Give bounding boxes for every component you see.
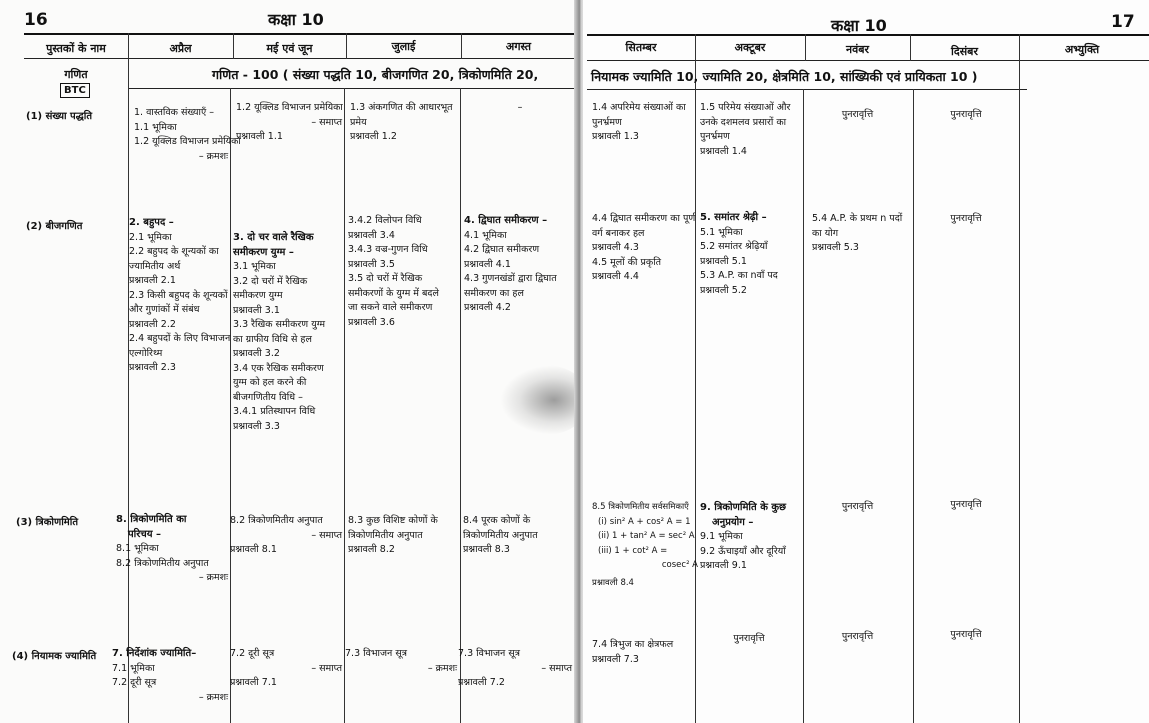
cell-line: 7. निर्देशांक ज्यामिति–: [112, 648, 197, 659]
cell-november-r3: [805, 500, 910, 515]
column-header-october: अक्टूबर: [734, 41, 766, 54]
cell-august-r2: [464, 214, 574, 316]
cell-line: त्रिकोणमितीय अनुपात: [348, 529, 423, 541]
cell-line: परिचय –: [128, 528, 161, 540]
cell-line: – क्रमशः: [198, 150, 228, 162]
cell-line: जा सकने वाले समीकरण: [348, 302, 433, 313]
cell-line: प्रश्नावली 1.2: [350, 131, 397, 142]
cell-april-r4: [112, 647, 228, 705]
cell-line: – क्रमशः: [198, 572, 228, 583]
cell-line: प्रश्नावली 8.2: [348, 544, 395, 555]
cell-line: 3.4.1 प्रतिस्थापन विधि: [233, 406, 316, 417]
cell-line: पुनरावृत्ति: [841, 501, 874, 512]
ink-smudge: [500, 365, 578, 435]
cell-april-r3: [116, 513, 228, 586]
cell-december-r4: [913, 628, 1019, 643]
rule: [24, 58, 576, 59]
cell-line: 5.4 A.P. के प्रथम n पदों: [812, 213, 903, 224]
cell-line: (ii) 1 + tan² A = sec² A: [598, 531, 695, 541]
cell-december-r1: [913, 108, 1019, 123]
cell-july-r2: [348, 214, 458, 330]
cell-line: प्रश्नावली 3.3: [233, 420, 280, 432]
cell-line: – समाप्त: [311, 529, 342, 541]
cell-line: 9.2 ऊँचाइयाँ और दूरियाँ: [700, 545, 786, 557]
cell-line: प्रश्नावली 8.4: [592, 577, 634, 588]
cell-line: 3.1 भूमिका: [233, 261, 276, 272]
cell-may-june-r4: [230, 647, 342, 691]
cell-line: 3.5 दो चरों में रैखिक: [348, 273, 423, 284]
cell-line: और गुणांकों में संबंध: [129, 304, 200, 315]
cell-october-r1: [700, 101, 804, 159]
cell-line: प्रश्नावली 2.2: [129, 318, 176, 330]
cell-line: 7.3 विभाजन सूत्र: [458, 648, 521, 659]
cell-line: 4.1 भूमिका: [464, 229, 507, 241]
cell-line: पुनर्भ्रमण: [700, 131, 730, 142]
cell-line: प्रश्नावली 4.3: [592, 242, 639, 253]
cell-line: प्रश्नावली 2.1: [129, 275, 176, 286]
cell-line: समीकरणों के युग्म में बदले: [348, 287, 439, 299]
cell-october-r3: [700, 501, 804, 574]
column-header-april: अप्रैल: [169, 42, 192, 55]
cell-line: पुनरावृत्ति: [733, 633, 765, 644]
cell-line: प्रश्नावली 4.4: [592, 271, 639, 282]
cell-line: 1.2 यूक्लिड विभाजन प्रमेयिका: [134, 136, 241, 147]
cell-line: पुनरावृत्ति: [841, 109, 874, 120]
cell-line: का योग: [812, 227, 839, 239]
cell-line: 1.2 यूक्लिड विभाजन प्रमेयिका: [236, 102, 343, 113]
column-header-books: पुस्तकों के नाम: [46, 42, 106, 55]
cell-line: 8. त्रिकोणमिति का: [116, 514, 187, 525]
column-divider: [803, 89, 804, 723]
cell-august-r1: [466, 101, 574, 116]
cell-line: प्रमेय: [350, 116, 367, 128]
cell-september-r3: [592, 501, 698, 591]
cell-line: 3.4 एक रैखिक समीकरण: [233, 362, 324, 374]
cell-line: 8.1 भूमिका: [116, 543, 159, 554]
cell-line: समीकरण युग्म –: [233, 246, 294, 258]
cell-line: 7.3 विभाजन सूत्र: [345, 648, 408, 659]
cell-line: 5.1 भूमिका: [700, 226, 743, 238]
cell-line: 3.4.2 विलोपन विधि: [348, 215, 422, 226]
column-header-august: अगस्त: [505, 40, 532, 53]
cell-line: प्रश्नावली 4.2: [464, 302, 511, 313]
cell-line: प्रश्नावली 1.4: [700, 145, 747, 157]
cell-may-june-r3: [230, 514, 342, 558]
cell-line: प्रश्नावली 5.1: [700, 255, 747, 267]
row-label-coordinate-geometry: (4) नियामक ज्यामिति: [12, 651, 97, 662]
column-divider: [460, 88, 461, 723]
cell-line: पुनरावृत्ति: [841, 631, 874, 642]
cell-line: प्रश्नावली 3.1: [233, 304, 280, 316]
cell-line: प्रश्नावली 1.3: [592, 131, 639, 142]
cell-november-r4: [805, 630, 910, 645]
cell-april-r1: [134, 106, 241, 164]
cell-line: –: [517, 102, 523, 113]
cell-line: प्रश्नावली 8.3: [463, 544, 510, 555]
page-title-left: कक्षा 10: [268, 10, 324, 29]
cell-line: पुनर्भ्रमण: [592, 116, 622, 128]
cell-line: 9.1 भूमिका: [700, 531, 743, 542]
cell-line: प्रश्नावली 7.3: [592, 653, 639, 665]
row-label-trigonometry: (3) त्रिकोणमिति: [16, 517, 79, 528]
cell-line: 4.4 द्विघात समीकरण का पूर्ण: [592, 213, 696, 224]
cell-may-june-r1: [236, 101, 342, 145]
cell-december-r3: [913, 498, 1019, 513]
column-header-may-june: मई एवं जून: [266, 42, 313, 55]
cell-line: cosec² A: [661, 560, 698, 570]
cell-line: 7.2 दूरी सूत्र: [230, 648, 275, 659]
cell-line: 2.4 बहुपदों के लिए विभाजन: [129, 333, 231, 344]
cell-line: प्रश्नावली 2.3: [129, 362, 176, 373]
column-header-remarks: अभ्युक्ति: [1064, 43, 1100, 56]
cell-line: – क्रमशः: [198, 691, 228, 703]
cell-line: प्रश्नावली 3.4: [348, 229, 395, 241]
cell-line: प्रश्नावली 4.1: [464, 258, 511, 270]
cell-line: अनुप्रयोग –: [712, 516, 754, 528]
rule: [128, 88, 578, 89]
column-divider: [1019, 34, 1020, 723]
cell-line: ज्यामितीय अर्थ: [129, 260, 181, 272]
rule: [587, 60, 1149, 61]
cell-line: 2.3 किसी बहुपद के शून्यकों: [129, 289, 228, 301]
cell-line: प्रश्नावली 7.1: [230, 677, 277, 688]
cell-line: 1.4 अपरिमेय संख्याओं का: [592, 102, 686, 113]
column-divider: [230, 88, 231, 723]
cell-line: 1.5 परिमेय संख्याओं और: [700, 102, 791, 113]
cell-line: प्रश्नावली 3.2: [233, 348, 280, 359]
cell-line: 9. त्रिकोणमिति के कुछ: [700, 502, 787, 513]
cell-line: 1.3 अंकगणित की आधारभूत: [350, 102, 453, 113]
cell-july-r1: [350, 101, 458, 145]
column-divider: [344, 88, 345, 723]
cell-line: 3.3 रैखिक समीकरण युग्म: [233, 319, 326, 330]
subject-label: गणित: [64, 68, 88, 81]
cell-july-r3: [348, 514, 460, 558]
cell-line: 5.3 A.P. का nवाँ पद: [700, 270, 778, 281]
cell-line: (i) sin² A + cos² A = 1: [598, 516, 691, 527]
cell-line: बीजगणितीय विधि –: [233, 391, 303, 403]
cell-line: का ग्राफीय विधि से हल: [233, 333, 312, 345]
page-number-left: 16: [24, 10, 48, 30]
column-divider: [128, 33, 129, 723]
cell-may-june-r2: [233, 231, 343, 434]
cell-line: – क्रमशः: [427, 662, 457, 674]
cell-november-r2: [812, 212, 912, 256]
btc-badge: BTC: [60, 83, 90, 98]
cell-line: प्रश्नावली 3.6: [348, 316, 395, 328]
row-label-number-system: (1) संख्या पद्धति: [26, 111, 93, 122]
cell-line: उनके दशमलव प्रसारों का: [700, 116, 787, 128]
cell-line: 2.2 बहुपद के शून्यकों का: [129, 246, 219, 257]
cell-line: 2.1 भूमिका: [129, 231, 172, 243]
rule: [24, 33, 576, 35]
column-header-december: दिसंबर: [951, 45, 978, 58]
cell-line: पुनरावृत्ति: [950, 629, 982, 640]
cell-line: प्रश्नावली 8.1: [230, 544, 277, 555]
row-label-algebra: (2) बीजगणित: [26, 221, 83, 232]
cell-line: 4.5 मूलों की प्रकृति: [592, 256, 662, 268]
cell-line: प्रश्नावली 1.1: [236, 131, 283, 142]
cell-line: पुनरावृत्ति: [950, 499, 982, 510]
cell-line: 7.2 दूरी सूत्र: [112, 677, 157, 688]
cell-line: प्रश्नावली 7.2: [458, 677, 505, 688]
cell-line: 5. समांतर श्रेढ़ी –: [700, 212, 767, 223]
cell-line: वर्ग बनाकर हल: [592, 227, 645, 239]
cell-line: 4.2 द्विघात समीकरण: [464, 244, 540, 255]
marks-banner-right: नियामक ज्यामिति 10, ज्यामिति 20, क्षेत्रमिति 10, सांख्यिकी एवं प्रायिकता 10 ): [591, 69, 978, 84]
right-page: [583, 0, 1149, 723]
cell-line: – समाप्त: [541, 662, 572, 674]
cell-july-r4: [345, 647, 457, 676]
cell-line: – समाप्त: [311, 116, 342, 128]
cell-line: – समाप्त: [311, 662, 342, 674]
cell-november-r1: [805, 108, 910, 123]
cell-april-r2: [129, 216, 229, 376]
cell-line: प्रश्नावली 5.2: [700, 284, 747, 296]
cell-line: 8.2 त्रिकोणमितीय अनुपात: [230, 515, 323, 526]
cell-line: प्रश्नावली 9.1: [700, 560, 747, 571]
cell-line: पुनरावृत्ति: [950, 213, 982, 224]
cell-line: (iii) 1 + cot² A =: [598, 545, 668, 556]
cell-line: समीकरण युग्म: [233, 290, 283, 301]
column-header-november: नवंबर: [845, 43, 869, 56]
cell-october-r2: [700, 211, 804, 298]
cell-line: 3.4.3 वज्र-गुणन विधि: [348, 244, 428, 255]
cell-line: 3.2 दो चरों में रैखिक: [233, 275, 308, 287]
page-title-right: कक्षा 10: [831, 16, 887, 35]
cell-line: 8.5 त्रिकोणमितीय सर्वसमिकाएँ: [592, 502, 689, 512]
cell-line: 8.2 त्रिकोणमितीय अनुपात: [116, 557, 209, 569]
cell-line: 8.3 कुछ विशिष्ट कोणों के: [348, 515, 438, 526]
cell-line: 7.4 त्रिभुज का क्षेत्रफल: [592, 639, 674, 650]
cell-line: 1.1 भूमिका: [134, 121, 177, 133]
cell-line: 7.1 भूमिका: [112, 662, 155, 674]
cell-line: पुनरावृत्ति: [950, 109, 982, 120]
cell-line: समीकरण का हल: [464, 287, 524, 299]
cell-september-r2: [592, 212, 696, 285]
column-header-september: सितम्बर: [625, 41, 657, 54]
cell-august-r3: [463, 514, 573, 558]
cell-line: 1. वास्तविक संख्याएँ –: [134, 107, 214, 118]
cell-line: 4.3 गुणनखंडों द्वारा द्विघात: [464, 273, 557, 284]
cell-line: 4. द्विघात समीकरण –: [464, 215, 548, 226]
cell-october-r4: [695, 632, 803, 647]
page-number-right: 17: [1111, 12, 1135, 32]
rule: [587, 34, 1149, 36]
cell-line: 5.2 समांतर श्रेढ़ियाँ: [700, 241, 768, 252]
cell-line: प्रश्नावली 3.5: [348, 258, 395, 270]
rule: [587, 89, 1027, 90]
cell-line: 8.4 पूरक कोणों के: [463, 515, 531, 526]
cell-september-r1: [592, 101, 696, 145]
cell-december-r2: [913, 212, 1019, 227]
cell-line: 2. बहुपद –: [129, 217, 174, 228]
cell-line: युग्म को हल करने की: [233, 377, 307, 388]
cell-line: एल्गोरिथ्म: [129, 347, 163, 359]
cell-line: प्रश्नावली 5.3: [812, 242, 859, 253]
cell-august-r4: [458, 647, 572, 691]
column-header-july: जुलाई: [391, 40, 416, 53]
cell-line: 3. दो चर वाले रैखिक: [233, 232, 314, 243]
cell-september-r4: [592, 638, 696, 667]
cell-line: त्रिकोणमितीय अनुपात: [463, 529, 538, 541]
marks-banner-left: गणित - 100 ( संख्या पद्धति 10, बीजगणित 20, त्रिकोणमिति 20,: [212, 67, 539, 82]
